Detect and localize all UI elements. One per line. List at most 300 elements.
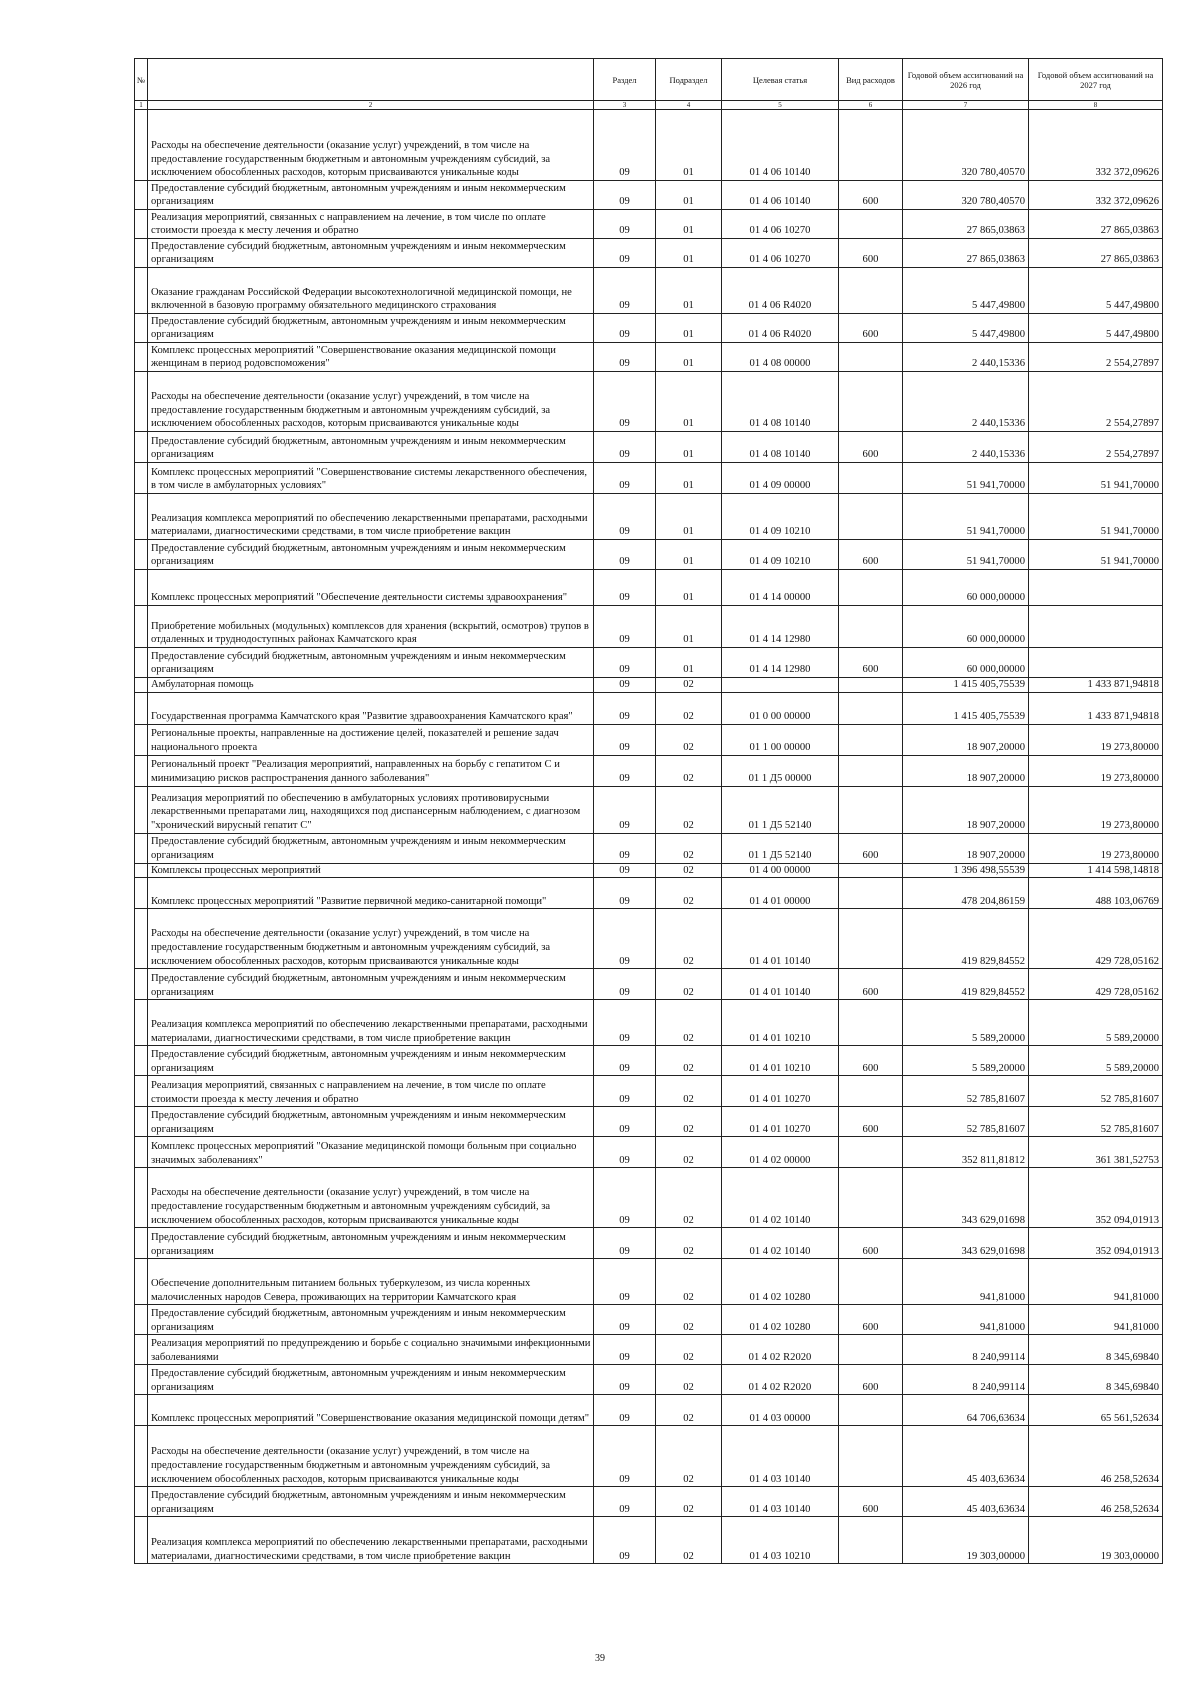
table-row xyxy=(135,724,1163,755)
item-name-cell: Обеспечение дополнительным питанием больных туберкулезом, из числа коренных малочисленных народов Севера, проживающих на территории Камчатского края xyxy=(148,1259,594,1305)
expense-type-cell: 600 xyxy=(839,540,903,570)
target-article-cell: 01 4 06 10140 xyxy=(722,110,839,181)
target-article-cell: 01 4 06 10140 xyxy=(722,181,839,210)
table-header xyxy=(135,59,1163,110)
table-row xyxy=(135,833,1163,863)
target-article-cell: 01 4 03 10140 xyxy=(722,1426,839,1487)
row-number-cell xyxy=(135,692,148,724)
table-row xyxy=(135,1395,1163,1426)
section-code-cell: 09 xyxy=(594,540,656,570)
subsection-code-cell: 02 xyxy=(656,1107,722,1137)
row-number-cell xyxy=(135,1487,148,1517)
section-code-cell: 09 xyxy=(594,432,656,463)
subsection-code-cell: 01 xyxy=(656,463,722,494)
row-number-cell xyxy=(135,833,148,863)
target-article-cell: 01 0 00 00000 xyxy=(722,692,839,724)
row-number-cell xyxy=(135,494,148,540)
row-number-cell xyxy=(135,755,148,786)
subsection-code-cell: 02 xyxy=(656,1228,722,1259)
header-col-subsection: Подраздел xyxy=(656,59,722,101)
row-number-cell xyxy=(135,432,148,463)
row-number-cell xyxy=(135,878,148,909)
item-name-cell: Реализация мероприятий, связанных с направлением на лечение, в том числе по оплате стоимости проезда к месту лечения и обратно xyxy=(148,210,594,239)
table-row xyxy=(135,314,1163,343)
table-row xyxy=(135,878,1163,909)
amount-2027-cell: 46 258,52634 xyxy=(1029,1426,1163,1487)
section-code-cell: 09 xyxy=(594,1000,656,1046)
row-number-cell xyxy=(135,1305,148,1335)
column-number: 7 xyxy=(903,101,1029,110)
subsection-code-cell: 02 xyxy=(656,833,722,863)
expense-type-cell xyxy=(839,1137,903,1168)
section-code-cell: 09 xyxy=(594,786,656,833)
row-number-cell xyxy=(135,463,148,494)
expense-type-cell xyxy=(839,372,903,432)
table-row xyxy=(135,239,1163,268)
amount-2027-cell: 52 785,81607 xyxy=(1029,1076,1163,1107)
expense-type-cell xyxy=(839,1517,903,1564)
row-number-cell xyxy=(135,1426,148,1487)
amount-2027-cell xyxy=(1029,606,1163,648)
amount-2026-cell: 5 589,20000 xyxy=(903,1000,1029,1046)
item-name-cell: Предоставление субсидий бюджетным, автономным учреждениям и иным некоммерческим организациям xyxy=(148,432,594,463)
table-row xyxy=(135,372,1163,432)
expense-type-cell xyxy=(839,1076,903,1107)
amount-2027-cell xyxy=(1029,648,1163,678)
expense-type-cell xyxy=(839,343,903,372)
subsection-code-cell: 01 xyxy=(656,210,722,239)
section-code-cell: 09 xyxy=(594,755,656,786)
amount-2027-cell: 27 865,03863 xyxy=(1029,239,1163,268)
table-row xyxy=(135,678,1163,693)
target-article-cell: 01 4 01 10270 xyxy=(722,1076,839,1107)
amount-2026-cell: 60 000,00000 xyxy=(903,606,1029,648)
expense-type-cell xyxy=(839,878,903,909)
target-article-cell: 01 1 Д5 52140 xyxy=(722,786,839,833)
row-number-cell xyxy=(135,1168,148,1228)
row-number-cell xyxy=(135,648,148,678)
row-number-cell xyxy=(135,239,148,268)
amount-2026-cell: 1 396 498,55539 xyxy=(903,863,1029,878)
amount-2027-cell: 488 103,06769 xyxy=(1029,878,1163,909)
row-number-cell xyxy=(135,1365,148,1395)
item-name-cell: Реализация комплекса мероприятий по обеспечению лекарственными препаратами, расходными материалами, диагностическими средствами, в том числе приобретение вакцин xyxy=(148,1000,594,1046)
row-number-cell xyxy=(135,606,148,648)
expense-type-cell xyxy=(839,786,903,833)
subsection-code-cell: 02 xyxy=(656,878,722,909)
amount-2026-cell: 320 780,40570 xyxy=(903,181,1029,210)
amount-2027-cell: 332 372,09626 xyxy=(1029,181,1163,210)
target-article-cell: 01 4 06 10270 xyxy=(722,210,839,239)
column-number: 4 xyxy=(656,101,722,110)
row-number-cell xyxy=(135,1335,148,1365)
subsection-code-cell: 02 xyxy=(656,692,722,724)
header-col-section: Раздел xyxy=(594,59,656,101)
subsection-code-cell: 02 xyxy=(656,678,722,693)
target-article-cell: 01 4 14 12980 xyxy=(722,606,839,648)
amount-2026-cell: 352 811,81812 xyxy=(903,1137,1029,1168)
item-name-cell: Предоставление субсидий бюджетным, автономным учреждениям и иным некоммерческим организациям xyxy=(148,239,594,268)
section-code-cell: 09 xyxy=(594,1228,656,1259)
amount-2026-cell: 320 780,40570 xyxy=(903,110,1029,181)
table-row xyxy=(135,863,1163,878)
item-name-cell: Амбулаторная помощь xyxy=(148,678,594,693)
section-code-cell: 09 xyxy=(594,463,656,494)
amount-2026-cell: 2 440,15336 xyxy=(903,432,1029,463)
row-number-cell xyxy=(135,1395,148,1426)
table-row xyxy=(135,210,1163,239)
header-col-2027: Годовой объем ассигнований на 2027 год xyxy=(1029,59,1163,101)
target-article-cell: 01 4 06 R4020 xyxy=(722,268,839,314)
expense-type-cell xyxy=(839,724,903,755)
section-code-cell: 09 xyxy=(594,878,656,909)
table-row xyxy=(135,786,1163,833)
expense-type-cell: 600 xyxy=(839,1365,903,1395)
target-article-cell: 01 1 Д5 00000 xyxy=(722,755,839,786)
subsection-code-cell: 02 xyxy=(656,1517,722,1564)
item-name-cell: Предоставление субсидий бюджетным, автономным учреждениям и иным некоммерческим организациям xyxy=(148,1365,594,1395)
target-article-cell: 01 4 01 10140 xyxy=(722,909,839,969)
subsection-code-cell: 01 xyxy=(656,110,722,181)
target-article-cell: 01 4 08 10140 xyxy=(722,372,839,432)
budget-table-sheet xyxy=(134,58,1162,1564)
target-article-cell: 01 4 14 12980 xyxy=(722,648,839,678)
item-name-cell: Расходы на обеспечение деятельности (оказание услуг) учреждений, в том числе на предоставление государственным бюджетным и автономным учреждениям субсидий, за исключением обособленных расходов, которым присваиваются уникальные коды xyxy=(148,372,594,432)
amount-2027-cell: 352 094,01913 xyxy=(1029,1228,1163,1259)
table-row xyxy=(135,1426,1163,1487)
amount-2026-cell: 18 907,20000 xyxy=(903,724,1029,755)
section-code-cell: 09 xyxy=(594,314,656,343)
row-number-cell xyxy=(135,314,148,343)
amount-2026-cell: 1 415 405,75539 xyxy=(903,692,1029,724)
table-row xyxy=(135,1000,1163,1046)
table-row xyxy=(135,1365,1163,1395)
item-name-cell: Предоставление субсидий бюджетным, автономным учреждениям и иным некоммерческим организациям xyxy=(148,1228,594,1259)
amount-2026-cell: 45 403,63634 xyxy=(903,1487,1029,1517)
row-number-cell xyxy=(135,343,148,372)
target-article-cell: 01 1 Д5 52140 xyxy=(722,833,839,863)
item-name-cell: Предоставление субсидий бюджетным, автономным учреждениям и иным некоммерческим организациям xyxy=(148,648,594,678)
amount-2027-cell: 19 273,80000 xyxy=(1029,786,1163,833)
amount-2027-cell: 1 433 871,94818 xyxy=(1029,692,1163,724)
row-number-cell xyxy=(135,724,148,755)
section-code-cell: 09 xyxy=(594,833,656,863)
amount-2026-cell: 51 941,70000 xyxy=(903,463,1029,494)
header-col-target: Целевая статья xyxy=(722,59,839,101)
item-name-cell: Предоставление субсидий бюджетным, автономным учреждениям и иным некоммерческим организациям xyxy=(148,1487,594,1517)
amount-2026-cell: 51 941,70000 xyxy=(903,494,1029,540)
expense-type-cell xyxy=(839,1426,903,1487)
item-name-cell: Предоставление субсидий бюджетным, автономным учреждениям и иным некоммерческим организациям xyxy=(148,969,594,1000)
subsection-code-cell: 02 xyxy=(656,863,722,878)
table-row xyxy=(135,1335,1163,1365)
subsection-code-cell: 01 xyxy=(656,372,722,432)
expense-type-cell: 600 xyxy=(839,432,903,463)
amount-2027-cell: 65 561,52634 xyxy=(1029,1395,1163,1426)
item-name-cell: Приобретение мобильных (модульных) комплексов для хранения (вскрытий, осмотров) трупов в отдаленных и труднодоступных районах Камчатского края xyxy=(148,606,594,648)
amount-2026-cell: 60 000,00000 xyxy=(903,570,1029,606)
amount-2026-cell: 5 447,49800 xyxy=(903,268,1029,314)
amount-2026-cell: 27 865,03863 xyxy=(903,210,1029,239)
amount-2026-cell: 18 907,20000 xyxy=(903,833,1029,863)
amount-2027-cell: 429 728,05162 xyxy=(1029,909,1163,969)
expense-type-cell: 600 xyxy=(839,833,903,863)
item-name-cell: Предоставление субсидий бюджетным, автономным учреждениям и иным некоммерческим организациям xyxy=(148,833,594,863)
item-name-cell: Расходы на обеспечение деятельности (оказание услуг) учреждений, в том числе на предоставление государственным бюджетным и автономным учреждениям субсидий, за исключением обособленных расходов, которым присваиваются уникальные коды xyxy=(148,909,594,969)
row-number-cell xyxy=(135,786,148,833)
table-row xyxy=(135,343,1163,372)
amount-2026-cell: 19 303,00000 xyxy=(903,1517,1029,1564)
subsection-code-cell: 01 xyxy=(656,606,722,648)
subsection-code-cell: 02 xyxy=(656,969,722,1000)
table-row xyxy=(135,181,1163,210)
table-row xyxy=(135,1137,1163,1168)
amount-2026-cell: 8 240,99114 xyxy=(903,1335,1029,1365)
subsection-code-cell: 02 xyxy=(656,786,722,833)
section-code-cell: 09 xyxy=(594,1335,656,1365)
section-code-cell: 09 xyxy=(594,1259,656,1305)
section-code-cell: 09 xyxy=(594,909,656,969)
expense-type-cell xyxy=(839,1168,903,1228)
column-number: 6 xyxy=(839,101,903,110)
row-number-cell xyxy=(135,1107,148,1137)
expense-type-cell: 600 xyxy=(839,1305,903,1335)
expense-type-cell: 600 xyxy=(839,1228,903,1259)
target-article-cell: 01 4 02 R2020 xyxy=(722,1335,839,1365)
column-number: 2 xyxy=(148,101,594,110)
amount-2026-cell: 52 785,81607 xyxy=(903,1107,1029,1137)
amount-2026-cell: 60 000,00000 xyxy=(903,648,1029,678)
amount-2027-cell: 19 273,80000 xyxy=(1029,755,1163,786)
subsection-code-cell: 01 xyxy=(656,268,722,314)
table-row xyxy=(135,1107,1163,1137)
table-row xyxy=(135,1305,1163,1335)
target-article-cell: 01 4 02 R2020 xyxy=(722,1365,839,1395)
section-code-cell: 09 xyxy=(594,1395,656,1426)
header-col-expense-type: Вид расходов xyxy=(839,59,903,101)
target-article-cell: 01 4 02 10280 xyxy=(722,1259,839,1305)
subsection-code-cell: 01 xyxy=(656,648,722,678)
subsection-code-cell: 02 xyxy=(656,1000,722,1046)
expense-type-cell xyxy=(839,755,903,786)
row-number-cell xyxy=(135,1259,148,1305)
section-code-cell: 09 xyxy=(594,1076,656,1107)
table-row xyxy=(135,1076,1163,1107)
subsection-code-cell: 02 xyxy=(656,1305,722,1335)
subsection-code-cell: 02 xyxy=(656,1137,722,1168)
column-number: 1 xyxy=(135,101,148,110)
table-row xyxy=(135,1487,1163,1517)
table-row xyxy=(135,1517,1163,1564)
section-code-cell: 09 xyxy=(594,268,656,314)
amount-2027-cell: 46 258,52634 xyxy=(1029,1487,1163,1517)
table-row xyxy=(135,110,1163,181)
target-article-cell: 01 4 01 10210 xyxy=(722,1046,839,1076)
expense-type-cell: 600 xyxy=(839,1046,903,1076)
subsection-code-cell: 01 xyxy=(656,432,722,463)
section-code-cell: 09 xyxy=(594,181,656,210)
amount-2027-cell: 51 941,70000 xyxy=(1029,540,1163,570)
item-name-cell: Предоставление субсидий бюджетным, автономным учреждениям и иным некоммерческим организациям xyxy=(148,181,594,210)
row-number-cell xyxy=(135,110,148,181)
section-code-cell: 09 xyxy=(594,372,656,432)
item-name-cell: Предоставление субсидий бюджетным, автономным учреждениям и иным некоммерческим организациям xyxy=(148,1305,594,1335)
row-number-cell xyxy=(135,540,148,570)
item-name-cell: Расходы на обеспечение деятельности (оказание услуг) учреждений, в том числе на предоставление государственным бюджетным и автономным учреждениям субсидий, за исключением обособленных расходов, которым присваиваются уникальные коды xyxy=(148,110,594,181)
section-code-cell: 09 xyxy=(594,239,656,268)
amount-2027-cell: 361 381,52753 xyxy=(1029,1137,1163,1168)
expense-type-cell: 600 xyxy=(839,239,903,268)
table-row xyxy=(135,1259,1163,1305)
table-row xyxy=(135,1046,1163,1076)
table-row xyxy=(135,1228,1163,1259)
amount-2026-cell: 419 829,84552 xyxy=(903,909,1029,969)
row-number-cell xyxy=(135,181,148,210)
expense-type-cell xyxy=(839,268,903,314)
section-code-cell: 09 xyxy=(594,1046,656,1076)
target-article-cell: 01 1 00 00000 xyxy=(722,724,839,755)
section-code-cell: 09 xyxy=(594,678,656,693)
amount-2027-cell: 19 273,80000 xyxy=(1029,724,1163,755)
amount-2026-cell: 419 829,84552 xyxy=(903,969,1029,1000)
table-row xyxy=(135,570,1163,606)
item-name-cell: Предоставление субсидий бюджетным, автономным учреждениям и иным некоммерческим организациям xyxy=(148,1107,594,1137)
table-body xyxy=(135,110,1163,1564)
amount-2027-cell: 51 941,70000 xyxy=(1029,463,1163,494)
target-article-cell: 01 4 08 10140 xyxy=(722,432,839,463)
table-row xyxy=(135,432,1163,463)
item-name-cell: Реализация мероприятий, связанных с направлением на лечение, в том числе по оплате стоимости проезда к месту лечения и обратно xyxy=(148,1076,594,1107)
expense-type-cell xyxy=(839,463,903,494)
amount-2027-cell: 1 414 598,14818 xyxy=(1029,863,1163,878)
subsection-code-cell: 02 xyxy=(656,1046,722,1076)
target-article-cell: 01 4 02 10140 xyxy=(722,1168,839,1228)
subsection-code-cell: 02 xyxy=(656,1335,722,1365)
item-name-cell: Расходы на обеспечение деятельности (оказание услуг) учреждений, в том числе на предоставление государственным бюджетным и автономным учреждениям субсидий, за исключением обособленных расходов, которым присваиваются уникальные коды xyxy=(148,1426,594,1487)
amount-2026-cell: 18 907,20000 xyxy=(903,786,1029,833)
target-article-cell: 01 4 06 10270 xyxy=(722,239,839,268)
item-name-cell: Оказание гражданам Российской Федерации высокотехнологичной медицинской помощи, не включенной в базовую программу обязательного медицинского страхования xyxy=(148,268,594,314)
item-name-cell: Региональный проект "Реализация мероприятий, направленных на борьбу с гепатитом С и минимизацию рисков распространения данного заболевания" xyxy=(148,755,594,786)
amount-2027-cell: 352 094,01913 xyxy=(1029,1168,1163,1228)
row-number-cell xyxy=(135,1046,148,1076)
amount-2027-cell: 19 303,00000 xyxy=(1029,1517,1163,1564)
target-article-cell: 01 4 14 00000 xyxy=(722,570,839,606)
header-column-numbers xyxy=(135,101,1163,110)
expense-type-cell xyxy=(839,110,903,181)
amount-2027-cell: 1 433 871,94818 xyxy=(1029,678,1163,693)
page-number: 39 xyxy=(595,1653,605,1664)
header-col-2026: Годовой объем ассигнований на 2026 год xyxy=(903,59,1029,101)
table-row xyxy=(135,648,1163,678)
expense-type-cell xyxy=(839,1000,903,1046)
subsection-code-cell: 01 xyxy=(656,540,722,570)
amount-2027-cell: 2 554,27897 xyxy=(1029,432,1163,463)
budget-allocation-table xyxy=(134,58,1163,1564)
table-row xyxy=(135,909,1163,969)
column-number: 8 xyxy=(1029,101,1163,110)
expense-type-cell: 600 xyxy=(839,314,903,343)
target-article-cell: 01 4 02 00000 xyxy=(722,1137,839,1168)
section-code-cell: 09 xyxy=(594,648,656,678)
amount-2026-cell: 52 785,81607 xyxy=(903,1076,1029,1107)
amount-2027-cell: 8 345,69840 xyxy=(1029,1335,1163,1365)
subsection-code-cell: 01 xyxy=(656,570,722,606)
expense-type-cell xyxy=(839,494,903,540)
table-row xyxy=(135,969,1163,1000)
amount-2027-cell: 332 372,09626 xyxy=(1029,110,1163,181)
amount-2027-cell: 5 447,49800 xyxy=(1029,314,1163,343)
subsection-code-cell: 02 xyxy=(656,1076,722,1107)
amount-2026-cell: 5 589,20000 xyxy=(903,1046,1029,1076)
amount-2027-cell: 8 345,69840 xyxy=(1029,1365,1163,1395)
subsection-code-cell: 02 xyxy=(656,909,722,969)
expense-type-cell xyxy=(839,1259,903,1305)
subsection-code-cell: 01 xyxy=(656,314,722,343)
section-code-cell: 09 xyxy=(594,692,656,724)
row-number-cell xyxy=(135,210,148,239)
target-article-cell: 01 4 03 10140 xyxy=(722,1487,839,1517)
column-number: 5 xyxy=(722,101,839,110)
target-article-cell: 01 4 09 10210 xyxy=(722,540,839,570)
expense-type-cell xyxy=(839,606,903,648)
target-article-cell: 01 4 03 00000 xyxy=(722,1395,839,1426)
amount-2026-cell: 8 240,99114 xyxy=(903,1365,1029,1395)
subsection-code-cell: 02 xyxy=(656,1426,722,1487)
row-number-cell xyxy=(135,1137,148,1168)
section-code-cell: 09 xyxy=(594,863,656,878)
amount-2027-cell: 941,81000 xyxy=(1029,1259,1163,1305)
expense-type-cell xyxy=(839,1335,903,1365)
subsection-code-cell: 02 xyxy=(656,755,722,786)
amount-2026-cell: 1 415 405,75539 xyxy=(903,678,1029,693)
expense-type-cell xyxy=(839,210,903,239)
amount-2027-cell: 52 785,81607 xyxy=(1029,1107,1163,1137)
target-article-cell: 01 4 01 10270 xyxy=(722,1107,839,1137)
target-article-cell: 01 4 08 00000 xyxy=(722,343,839,372)
expense-type-cell xyxy=(839,692,903,724)
table-row xyxy=(135,755,1163,786)
section-code-cell: 09 xyxy=(594,1137,656,1168)
item-name-cell: Предоставление субсидий бюджетным, автономным учреждениям и иным некоммерческим организациям xyxy=(148,1046,594,1076)
table-row xyxy=(135,692,1163,724)
item-name-cell: Реализация мероприятий по обеспечению в амбулаторных условиях противовирусными лекарственными препаратами лиц, находящихся под диспансерным наблюдением, с диагнозом "хронический вирусный гепатит С" xyxy=(148,786,594,833)
expense-type-cell xyxy=(839,863,903,878)
item-name-cell: Предоставление субсидий бюджетным, автономным учреждениям и иным некоммерческим организациям xyxy=(148,314,594,343)
section-code-cell: 09 xyxy=(594,1305,656,1335)
subsection-code-cell: 01 xyxy=(656,239,722,268)
amount-2027-cell xyxy=(1029,570,1163,606)
target-article-cell: 01 4 09 10210 xyxy=(722,494,839,540)
amount-2026-cell: 27 865,03863 xyxy=(903,239,1029,268)
item-name-cell: Комплекс процессных мероприятий "Совершенствование оказания медицинской помощи женщинам в период родовспоможения" xyxy=(148,343,594,372)
amount-2027-cell: 27 865,03863 xyxy=(1029,210,1163,239)
item-name-cell: Комплекс процессных мероприятий "Обеспечение деятельности системы здравоохранения" xyxy=(148,570,594,606)
amount-2026-cell: 5 447,49800 xyxy=(903,314,1029,343)
subsection-code-cell: 02 xyxy=(656,1168,722,1228)
row-number-cell xyxy=(135,1000,148,1046)
section-code-cell: 09 xyxy=(594,1487,656,1517)
subsection-code-cell: 01 xyxy=(656,181,722,210)
row-number-cell xyxy=(135,909,148,969)
subsection-code-cell: 02 xyxy=(656,1259,722,1305)
item-name-cell: Региональные проекты, направленные на достижение целей, показателей и решение задач национального проекта xyxy=(148,724,594,755)
amount-2026-cell: 343 629,01698 xyxy=(903,1228,1029,1259)
amount-2026-cell: 343 629,01698 xyxy=(903,1168,1029,1228)
amount-2027-cell: 2 554,27897 xyxy=(1029,372,1163,432)
item-name-cell: Расходы на обеспечение деятельности (оказание услуг) учреждений, в том числе на предоставление государственным бюджетным и автономным учреждениям субсидий, за исключением обособленных расходов, которым присваиваются уникальные коды xyxy=(148,1168,594,1228)
subsection-code-cell: 02 xyxy=(656,1395,722,1426)
